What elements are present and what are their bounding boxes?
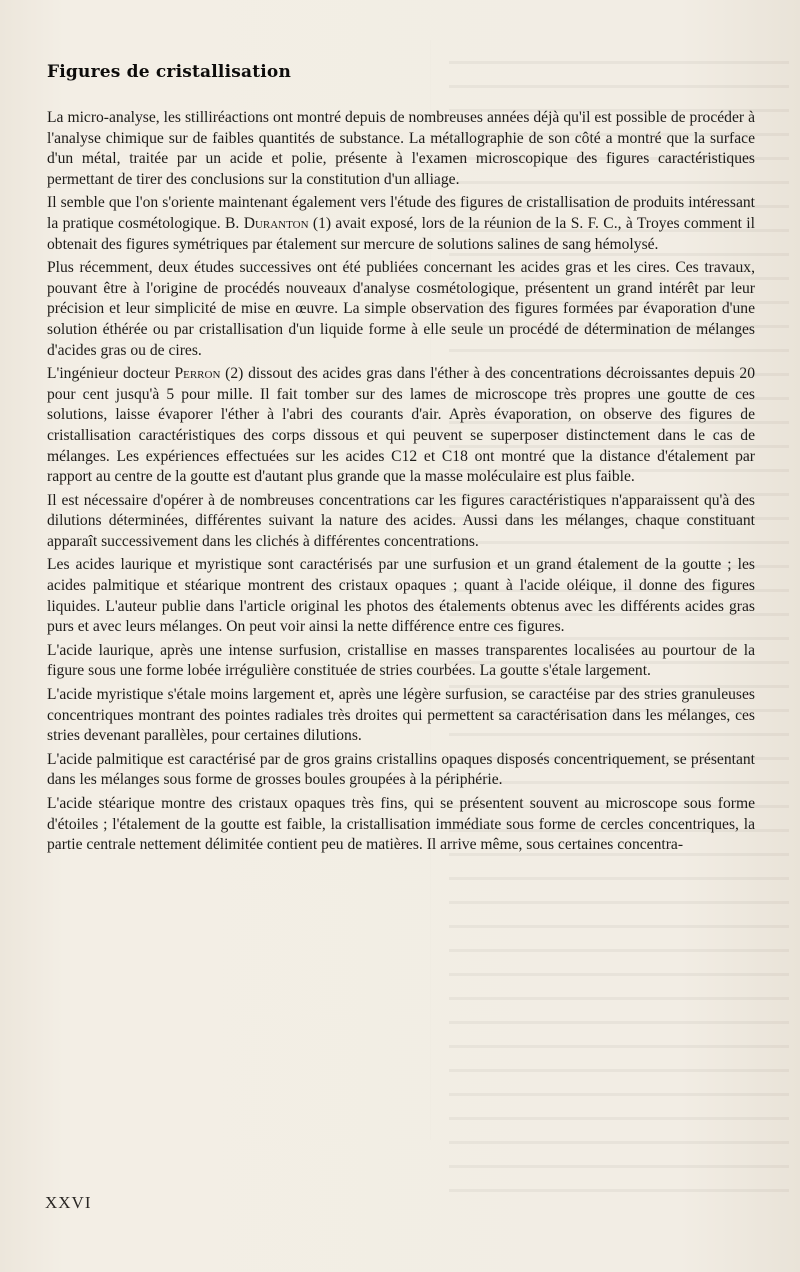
bleed-through-line: [449, 901, 789, 904]
bleed-through-line: [449, 1069, 789, 1072]
paragraph-text: L'acide palmitique est caractérisé par de gros grains cristallins opaques disposés concentriquement, se présentant dans les mélanges sous forme de grosses boules groupées à la périphérie.: [47, 750, 755, 789]
bleed-through-line: [449, 925, 789, 928]
paragraph-text: Il est nécessaire d'opérer à de nombreuses concentrations car les figures caractéristiques n'apparaissent qu'à des dilutions déterminées, différentes suivant la nature des acides. Aussi dans les mélanges, chaque constituant apparaît successivement dans les clichés à différentes concentrations.: [47, 491, 755, 550]
bleed-through-line: [449, 949, 789, 952]
paragraph-text: (2) dissout des acides gras dans l'éther à des concentrations décroissantes depuis 20 pour cent jusqu'à 5 pour mille. Il fait tomber sur des lames de microscope très propres une goutte de ces solutions, laisse évaporer l'éther à l'abri des courants d'air. Après évaporation, on observe des figures de cristallisation caractéristiques des corps dissous et qui peuvent se superposer distinctement dans le cas de mélanges. Les expériences effectuées sur les acides C12 et C18 ont montré que la distance d'étalement par rapport au centre de la goutte est d'autant plus grande que la masse moléculaire est plus faible.: [47, 365, 755, 486]
paragraph: [47, 794, 755, 856]
paragraph-text: L'acide stéarique montre des cristaux opaques très fins, qui se présentent souvent au microscope sous forme d'étoiles ; l'étalement de la goutte est faible, la cristallisation immédiate sous forme de cercles concentriques, la partie centrale nettement délimitée contient peu de matières. Il arrive même, sous certaines concentra-: [47, 795, 755, 854]
paragraph: [47, 641, 755, 682]
article-body: [47, 108, 755, 859]
paragraph-text: Plus récemment, deux études successives ont été publiées concernant les acides gras et les cires. Ces travaux, pouvant être à l'origine de procédés nouveaux d'analyse cosmétologique, présentent un grand intérêt par leur précision et leur simplicité de mise en œuvre. La simple observation des figures formées par évaporation d'une solution éthérée ou par cristallisation d'un liquide forme à elle seule un procédé de détermination de mélanges d'acides gras ou de cires.: [47, 259, 755, 359]
paragraph: [47, 555, 755, 637]
paragraph: [47, 193, 755, 255]
paragraph: [47, 258, 755, 361]
bleed-through-line: [449, 1141, 789, 1144]
author-name: Perron: [174, 365, 221, 383]
paragraph: [47, 491, 755, 553]
bleed-through-line: [449, 1045, 789, 1048]
bleed-through-line: [449, 1093, 789, 1096]
paragraph: [47, 364, 755, 488]
bleed-through-line: [449, 973, 789, 976]
author-name: Duranton: [243, 214, 309, 232]
page-number: XXVI: [45, 1193, 92, 1212]
bleed-through-line: [449, 1021, 789, 1024]
bleed-through-line: [449, 1165, 789, 1168]
paragraph-text: L'acide laurique, après une intense surfusion, cristallise en masses transparentes localisées au pourtour de la figure sous une forme lobée irrégulière constituée de stries courbées. La goutte s'étale largement.: [47, 641, 755, 680]
paragraph: [47, 685, 755, 747]
paragraph-text: Les acides laurique et myristique sont caractérisés par une surfusion et un grand étalement de la goutte ; les acides palmitique et stéarique montrent des cristaux opaques ; quant à l'acide oléique, il donne des figures liquides. L'auteur publie dans l'article original les photos des étalements obtenus avec les différents acides gras purs et avec leurs mélanges. On peut voir ainsi la nette différence entre ces figures.: [47, 556, 755, 636]
paragraph-text: La micro-analyse, les stilliréactions ont montré depuis de nombreuses années déjà qu'il est possible de procéder à l'analyse chimique sur de faibles quantités de substance. La métallographie de son côté a montré que la surface d'un métal, traitée par un acide et polie, présente à l'examen microscopique des figures caractéristiques permettant de tirer des conclusions sur la constitution d'un alliage.: [47, 109, 755, 188]
bleed-through-line: [449, 997, 789, 1000]
paragraph-text: (1) avait exposé, lors de la réunion de la S. F. C., à Troyes comment il obtenait des figures symétriques par étalement sur mercure de solutions salines de sang hémolysé.: [47, 214, 755, 253]
paragraph-text: Il semble que l'on s'oriente maintenant également vers l'étude des figures de cristallisation de produits intéressant la pratique cosmétologique. B.: [47, 194, 755, 232]
section-heading: Figures de cristallisation: [47, 62, 292, 82]
paragraph: [47, 108, 755, 190]
paragraph-text: L'ingénieur docteur: [47, 365, 175, 383]
bleed-through-line: [449, 61, 789, 64]
bleed-through-line: [449, 1189, 789, 1192]
bleed-through-line: [449, 85, 789, 88]
paragraph: [47, 750, 755, 791]
paragraph-text: L'acide myristique s'étale moins largement et, après une légère surfusion, se caractéise par des stries granuleuses concentriques montrant des pointes radiales très droites qui permettent sa caractérisation dans les mélanges, ces stries devenant parallèles, pour certaines dilutions.: [47, 686, 755, 745]
bleed-through-line: [449, 1117, 789, 1120]
bleed-through-line: [449, 877, 789, 880]
